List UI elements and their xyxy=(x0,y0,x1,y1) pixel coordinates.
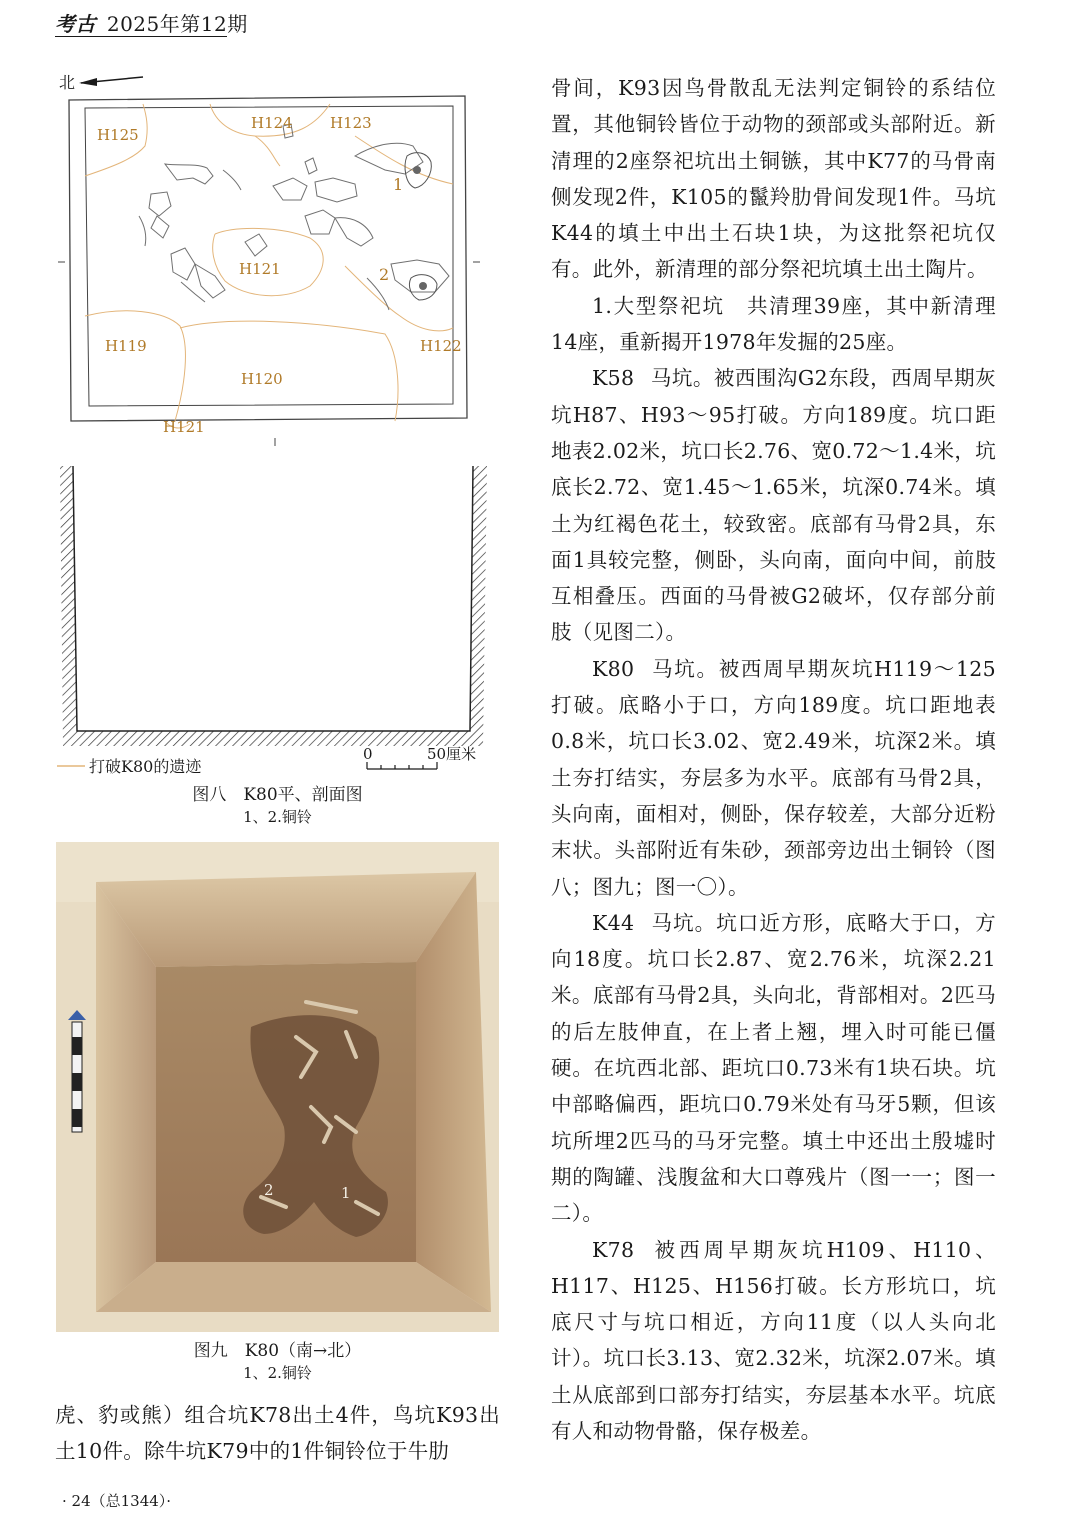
horse-skeleton-2 xyxy=(245,124,449,310)
label-h121-inner: H121 xyxy=(239,260,281,278)
k58-label: K58 xyxy=(592,366,635,391)
label-h124: H124 xyxy=(251,114,293,132)
figure8-subcaption: 1、2.铜铃 xyxy=(243,808,312,826)
header-rule xyxy=(55,36,227,37)
figure8-caption-block xyxy=(55,784,500,828)
running-header xyxy=(55,8,248,37)
bell-marker-1 xyxy=(405,153,431,188)
paragraph-k80 xyxy=(551,651,996,905)
k78-label: K78 xyxy=(592,1237,635,1262)
figure9-subcaption: 1、2.铜铃 xyxy=(243,1364,312,1382)
paragraph-1: 骨间，K93因鸟骨散乱无法判定铜铃的系结位置，其他铜铃皆位于动物的颈部或头部附近。新清理的2座祭祀坑出土铜镞，其中K77的马骨南侧发现2件，K105的鬣羚肋骨间发现1件。马坑K44的填土中出土石块1块，为这批祭祀坑仅有。此外，新清理的部分祭祀坑填土出土陶片。 xyxy=(551,76,996,282)
paragraph-2: 1.大型祭祀坑 共清理39座，其中新清理14座，重新揭开1978年发掘的25座。 xyxy=(551,293,996,355)
label-h123: H123 xyxy=(330,114,372,132)
label-h125: H125 xyxy=(97,126,139,144)
k80-body: 马坑。被西周早期灰坑H119～125打破。底略小于口，方向189度。坑口距地表0.8米，坑口长3.02、宽2.49米，坑深2米。填土夯打结实，夯层多为水平。底部有马骨2具，头向南，面相对，侧卧，保存较差，大部分近粉末状。头部附近有朱砂，颈部旁边出土铜铃（图八；图九；图一〇）。 xyxy=(551,656,996,899)
bell-marker-2 xyxy=(409,275,437,300)
label-bell-1: 1 xyxy=(393,175,404,194)
left-column-text xyxy=(55,1397,500,1470)
label-bell-2: 2 xyxy=(379,265,390,284)
label-h121-outer: H121 xyxy=(163,418,205,436)
label-h122: H122 xyxy=(420,337,462,355)
label-h120: H120 xyxy=(241,370,283,388)
paragraph-k58 xyxy=(551,360,996,650)
k80-label: K80 xyxy=(592,656,635,681)
cross-section xyxy=(60,466,487,746)
figure8-drawing xyxy=(55,66,500,786)
k44-body: 马坑。坑口近方形，底略大于口，方向18度。坑口长2.87、宽2.76米，坑深2.21米。底部有马骨2具，头向北，背部相对。2匹马的后左肢伸直，在上者上翘，埋入时可能已僵硬。在坑西北部、距坑口0.73米有1块石块。坑中部略偏西，距坑口0.79米处有马牙5颗，但该坑所埋2匹马的马牙完整。填土中还出土殷墟时期的陶罐、浅腹盆和大口尊残片（图一一；图一二）。 xyxy=(551,910,996,1226)
north-arrow-icon xyxy=(79,77,143,86)
scale-zero: 0 xyxy=(363,745,373,763)
journal-logo: 考古 xyxy=(55,12,96,36)
figure9-photo xyxy=(56,842,499,1332)
k58-body: 马坑。被西围沟G2东段，西周早期灰坑H87、H93～95打破。方向189度。坑口距地表2.02米，坑口长2.76、宽0.72～1.4米，坑底长2.72、宽1.45～1.65米，坑深0.74米。填土为红褐色花土，较致密。底部有马骨2具，东面1具较完整，侧卧，头向南，面向中间，前肢互相叠压。西面的马骨被G2破坏，仅存部分前肢（见图二）。 xyxy=(551,366,996,645)
figure9-caption: 图九 K80（南→北） xyxy=(193,1341,362,1361)
label-h119: H119 xyxy=(105,337,147,355)
k78-body: 被西周早期灰坑H109、H110、H117、H125、H156打破。长方形坑口，坑底尺寸与坑口相近，方向11度（以人头向北计）。坑口长3.13、宽2.32米，坑深2.07米。填土从底部到口部夯打结实，夯层基本水平。坑底有人和动物骨骼，保存极差。 xyxy=(551,1237,996,1443)
figure8-caption: 图八 K80平、剖面图 xyxy=(192,785,363,805)
issue-label: 2025年第12期 xyxy=(106,12,248,36)
right-column-text xyxy=(551,70,996,1449)
photo-label-bell-2: 2 xyxy=(264,1181,274,1199)
paragraph-k44 xyxy=(551,905,996,1232)
scale-bar xyxy=(367,762,437,769)
north-label: 北 xyxy=(59,73,76,92)
paragraph-k78 xyxy=(551,1232,996,1450)
scale-end: 50厘米 xyxy=(427,745,477,763)
legend-text: 打破K80的遗迹 xyxy=(89,757,202,776)
k44-label: K44 xyxy=(592,910,635,935)
photo-label-bell-1: 1 xyxy=(341,1184,351,1202)
page-number: · 24（总1344）· xyxy=(62,1492,172,1510)
figure9-caption-block xyxy=(55,1340,500,1384)
left-paragraph: 虎、豹或熊）组合坑K78出土4件，鸟坑K93出土10件。除牛坑K79中的1件铜铃位于牛肋 xyxy=(55,1403,500,1464)
